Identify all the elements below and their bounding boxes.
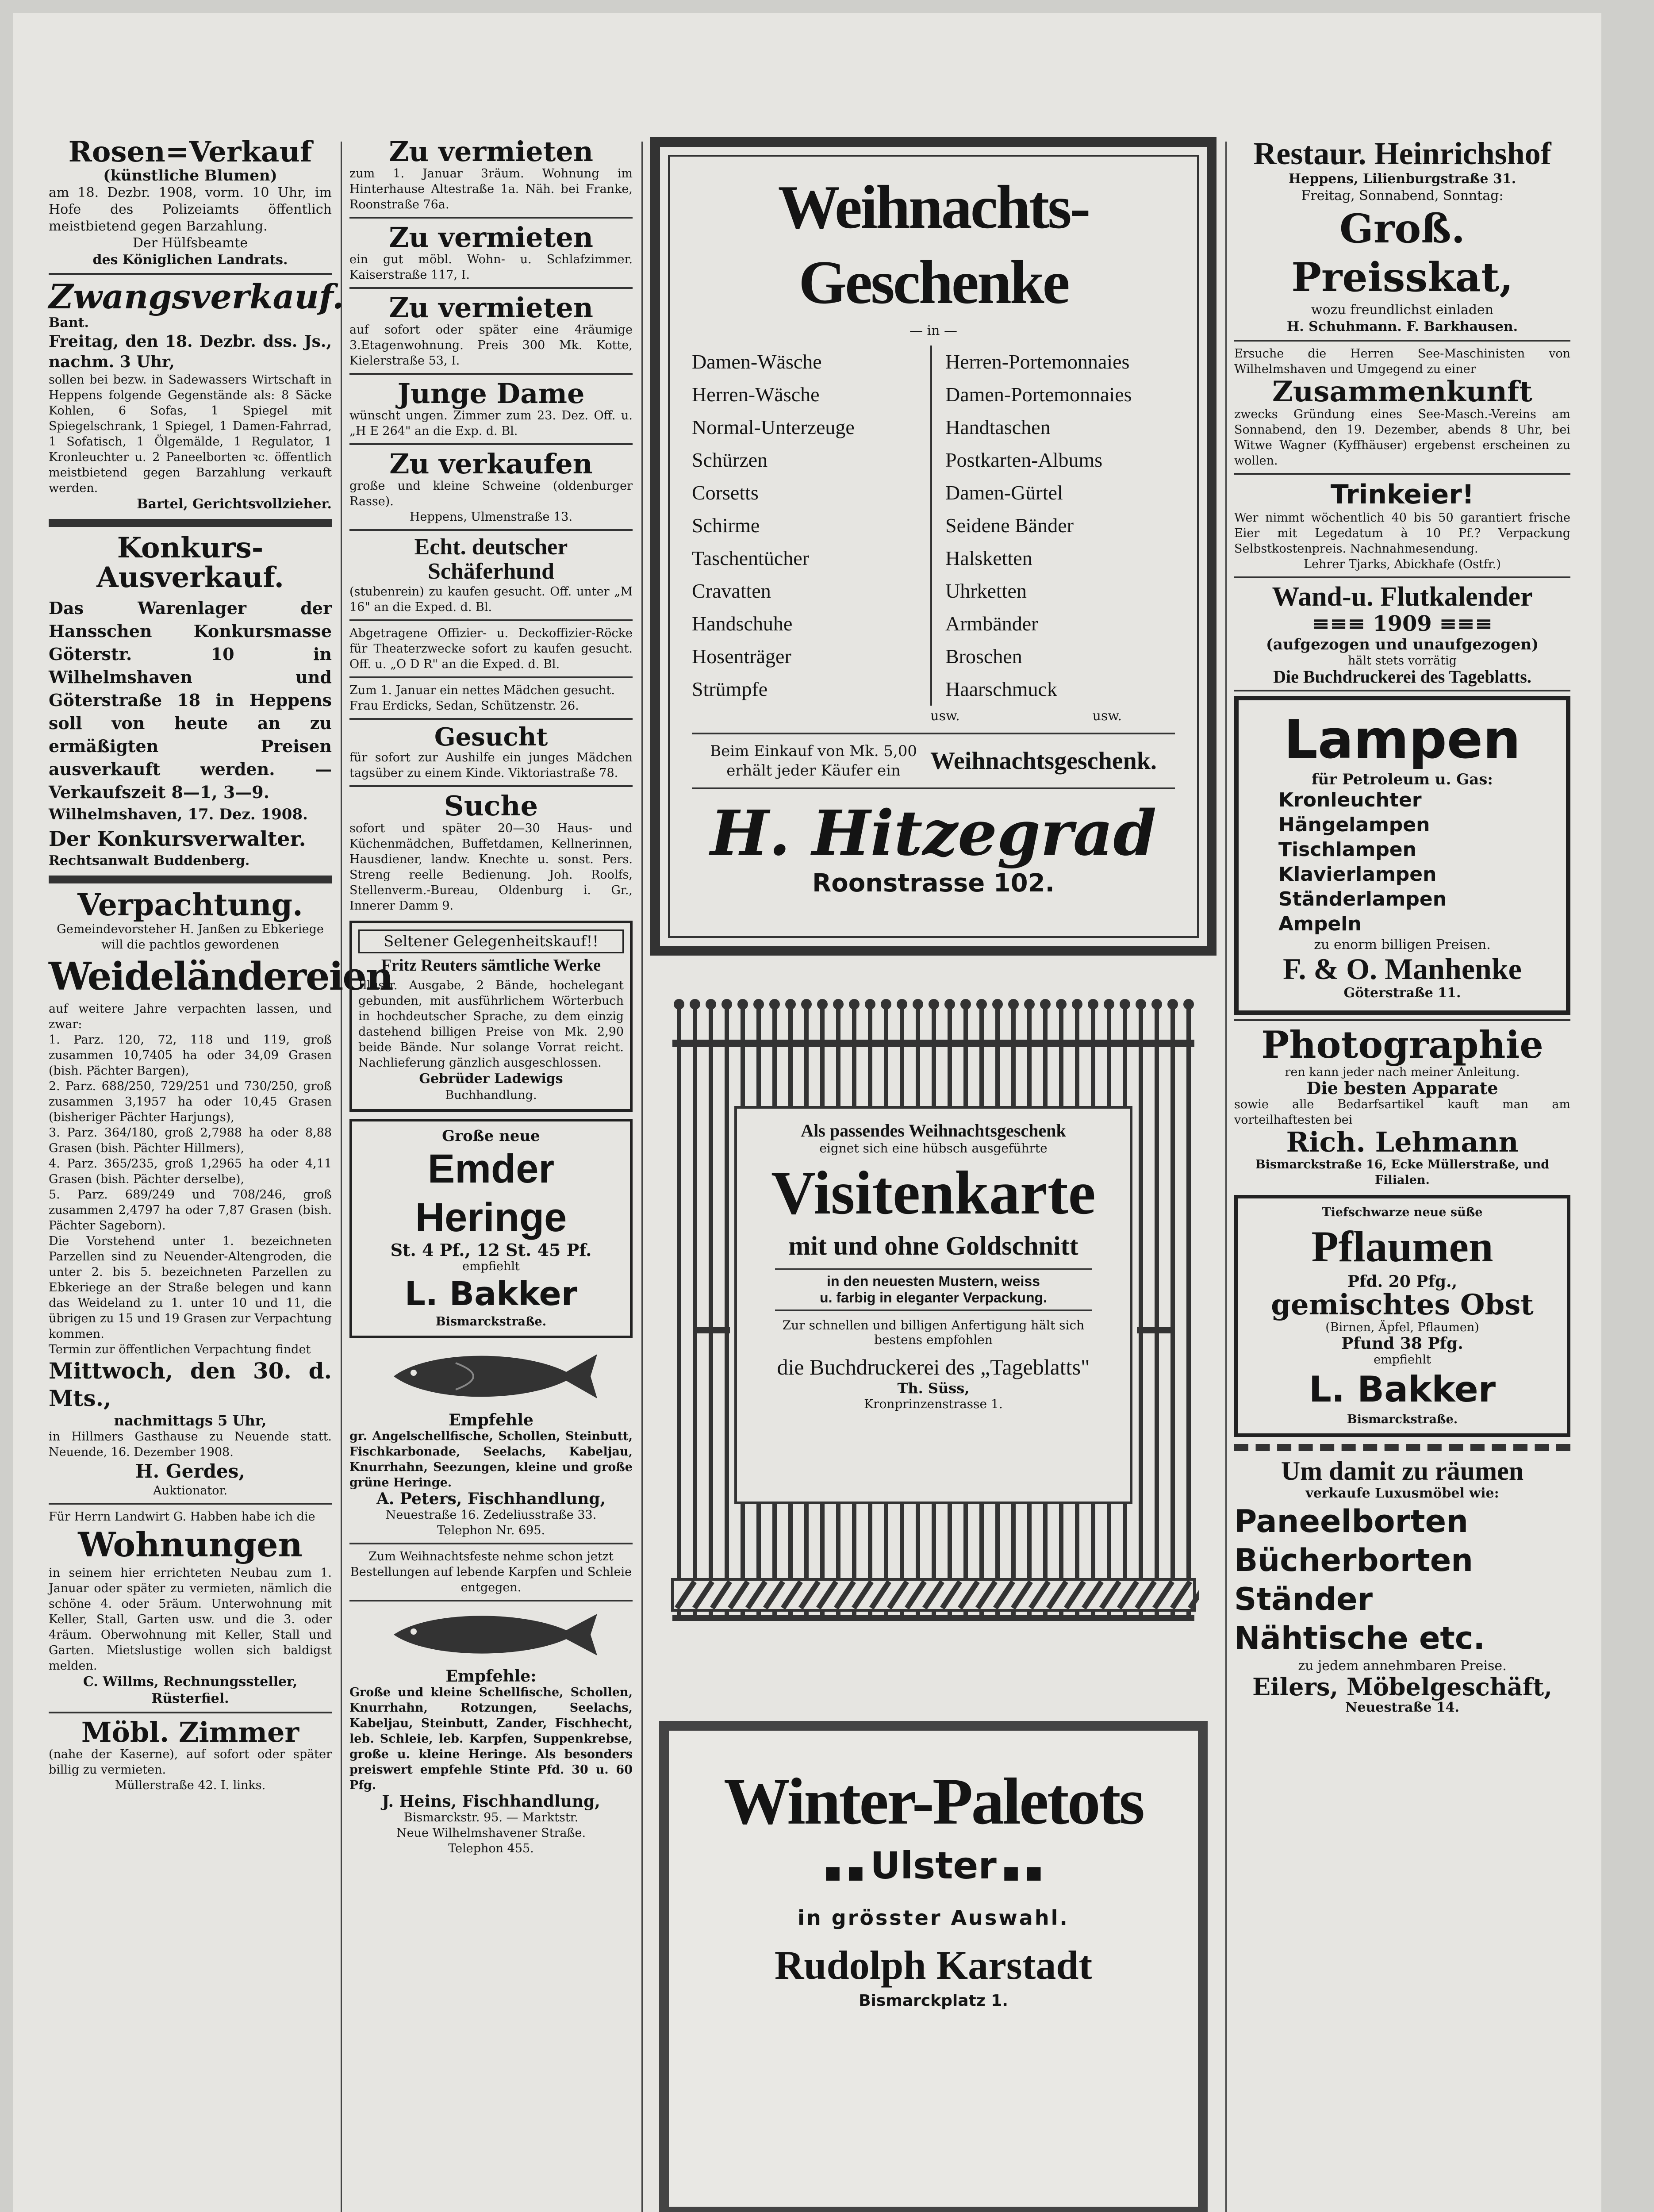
ad-address: Kronprinzenstrasse 1. — [864, 1397, 1003, 1411]
ad-emder-heringe — [349, 1119, 633, 1338]
ad-konkurs — [49, 533, 332, 869]
ad-pre: Ersuche die Herren See-Maschinisten von Wilhelmshaven und Umgegend zu einer — [1234, 346, 1570, 376]
list-item: Kronleuchter — [1278, 788, 1422, 811]
column-rule — [641, 142, 643, 2212]
fish-icon — [376, 1606, 606, 1663]
ad-name: L. Bakker — [404, 1275, 578, 1313]
divider — [1234, 576, 1570, 578]
list-item: Tischlampen — [1278, 838, 1416, 861]
ad-moebl-zimmer — [49, 1718, 332, 1793]
ad-body: wünscht ungen. Zimmer zum 23. Dez. Off. u. „H E 264" an die Exp. d. Bl. — [349, 409, 633, 438]
ad-reuter — [349, 921, 633, 1112]
ad-termin: Termin zur öffentlichen Verpachtung findet — [49, 1342, 311, 1356]
ad-suche — [349, 791, 633, 913]
ad-signature: C. Willms, Rechnungssteller, Rüsterfiel. — [83, 1674, 298, 1706]
ad-firm: H. Hitzegrad — [710, 797, 1157, 870]
ad-address: Göterstraße 11. — [1343, 985, 1461, 1001]
ad-address: Neue Wilhelmshavener Straße. — [396, 1826, 586, 1840]
ad-address: Bismarckstr. 95. — Marktstr. — [403, 1811, 579, 1825]
list-item: Corsetts — [692, 481, 759, 504]
ad-sub: (aufgezogen und unaufgezogen) — [1266, 635, 1539, 653]
ad-line: in den neuesten Mustern, weiss — [827, 1273, 1040, 1289]
ad-body: große und kleine Schweine (oldenburger Rasse). — [349, 479, 633, 509]
ad-firm: Die Buchdruckerei des Tageblatts. — [1273, 666, 1531, 687]
furniture-list — [1234, 1502, 1570, 1658]
divider — [1234, 340, 1570, 342]
ad-for: für Petroleum u. Gas: — [1312, 770, 1493, 788]
item-list-left — [692, 346, 932, 706]
ad-emp: empfiehlt — [462, 1260, 520, 1274]
ad-headline: Groß. Preisskat, — [1291, 205, 1513, 301]
divider — [349, 619, 633, 621]
ad-title: Echt. deutscher Schäferhund — [414, 534, 568, 584]
ad-title: Rosen=Verkauf — [68, 135, 312, 169]
ad-firm: die Buchdruckerei des „Tageblatts" — [777, 1355, 1090, 1379]
divider — [349, 217, 633, 219]
list-item: Strümpfe — [692, 678, 768, 700]
list-item: Ständerlampen — [1278, 887, 1447, 910]
list-item: Damen-Gürtel — [945, 481, 1063, 504]
ad-signature: Buchhandlung. — [445, 1088, 537, 1102]
ad-title: Zu vermieten — [389, 135, 593, 168]
divider — [1234, 1019, 1570, 1021]
ad-price: St. 4 Pf., 12 St. 45 Pf. — [390, 1240, 592, 1260]
ad-xmas: Zum Weihnachtsfeste nehme schon jetzt Bestellungen auf lebende Karpfen und Schleie entgegen. — [350, 1550, 632, 1595]
ad-maedchen — [349, 683, 633, 714]
ad-address: Heppens, Ulmenstraße 13. — [409, 510, 573, 524]
divider — [49, 876, 332, 883]
ad-signature: H. Schuhmann. F. Barkhausen. — [1286, 319, 1518, 334]
ad-winter-paletots — [659, 1721, 1208, 2212]
list-item: Postkarten-Albums — [945, 449, 1103, 471]
ad-body: für sofort zur Aushilfe ein junges Mädchen tagsüber zu einem Kinde. Viktoriastraße 78. — [349, 751, 633, 780]
ad-title: Um damit zu räumen — [1281, 1456, 1524, 1486]
ad-tel: Telephon 455. — [448, 1842, 534, 1856]
ad-body: am 18. Dezbr. 1908, vorm. 10 Uhr, im Hofe des Polizeiamts öffentlich meistbietend gegen Barzahlung. — [49, 185, 332, 234]
list-item: 2. Parz. 688/250, 729/251 und 730/250, groß zusammen 3,1957 ha oder 10,45 Grasen (bisheriger Pächter Harjungs), — [49, 1079, 332, 1124]
divider — [49, 1503, 332, 1505]
list-item: 1. Parz. 120, 72, 118 und 119, groß zusammen 10,7405 ha oder 34,09 Grasen (bish. Pächter Bargen), — [49, 1033, 332, 1078]
ad-title: Wand-u. Flutkalender — [1272, 581, 1533, 612]
ad-name: Eilers, Möbelgeschäft, — [1252, 1672, 1553, 1701]
newspaper-page — [13, 13, 1601, 2212]
ad-body: Wer nimmt wöchentlich 40 bis 50 garantiert frische Eier mit Legedatum à 10 Pf.? Verpackung Selbstkostenpreis. Nachnahmesendung. — [1234, 511, 1570, 556]
ad-emp: empfiehlt — [1374, 1352, 1431, 1367]
list-item: Cravatten — [692, 580, 771, 602]
column-4 — [1234, 137, 1570, 1716]
ad-title: Winter-Paletots — [723, 1765, 1144, 1838]
ad-intro: Für Herrn Landwirt G. Habben habe ich die — [49, 1509, 315, 1524]
ad-address: Roonstrasse 102. — [812, 869, 1055, 898]
list-usw: usw. — [1092, 708, 1122, 724]
divider — [49, 519, 332, 527]
ad-title: Visitenkarte — [771, 1159, 1096, 1227]
ad-title: Trinkeier! — [1330, 479, 1474, 510]
ad-title: Gesucht — [434, 722, 548, 752]
ad-body: Das Warenlager der Hansschen Konkursmasse Göterstr. 10 in Wilhelmshaven und Göterstraße 18 in Heppens soll von heute an zu ermäßigten Preisen ausverkauft werden. — Verkaufszeit 8—1, 3—9. — [49, 598, 332, 803]
ad-signature: Der Konkursverwalter. — [49, 827, 306, 851]
ad-signature: Lehrer Tjarks, Abickhafe (Ostfr.) — [1304, 557, 1501, 571]
ad-zwangsverkauf — [49, 277, 344, 513]
ad-invite: wozu freundlichst einladen — [1311, 302, 1494, 318]
ad-vermieten-3 — [349, 293, 633, 369]
ad-signature: Gebrüder Ladewigs — [419, 1071, 563, 1087]
list-item: Hängelampen — [1278, 813, 1430, 836]
divider — [349, 287, 633, 289]
ad-year: ≡≡≡ 1909 ≡≡≡ — [1312, 611, 1493, 636]
list-usw: usw. — [930, 708, 960, 724]
divider — [349, 1600, 633, 1601]
ad-title: Zu verkaufen — [389, 448, 593, 480]
ad-title: Verpachtung. — [77, 887, 303, 923]
ad-title: Suche — [444, 790, 538, 822]
ad-title: Zusammenkunft — [1272, 375, 1532, 408]
ad-kalender — [1234, 583, 1570, 685]
ad-heins — [349, 1606, 633, 1856]
divider — [49, 1712, 332, 1713]
column-1 — [49, 135, 393, 1793]
ad-weihnachts-geschenke — [650, 137, 1217, 956]
ad-body: Illustr. Ausgabe, 2 Bände, hochelegant gebunden, mit ausführlichem Wörterbuch in hochdeutscher Sprache, zu dem einzig dastehend billigen Preise von Mk. 2,90 beide Bände. Nur solange Vorrat reicht. Nachlieferung gänzlich ausgeschlossen. — [358, 979, 624, 1070]
ad-days: Freitag, Sonnabend, Sonntag: — [1301, 188, 1504, 204]
fish-icon — [376, 1345, 606, 1407]
ad-visitenkarte — [668, 987, 1199, 1672]
list-item: 4. Parz. 365/235, groß 1,2965 ha oder 4,11 Grasen (bish. Pächter derselbe), — [49, 1156, 332, 1186]
ad-price: Pfund 38 Pfg. — [1341, 1334, 1463, 1353]
ad-line: u. farbig in eleganter Verpackung. — [820, 1290, 1047, 1306]
ad-signature: H. Gerdes, — [135, 1460, 245, 1482]
ad-body: (nahe der Kaserne), auf sofort oder später billig zu vermieten. — [49, 1747, 332, 1777]
ad-obst: gemischtes Obst — [1271, 1288, 1534, 1321]
ad-peters — [349, 1345, 633, 1595]
ad-title: Konkurs-Ausverkauf. — [96, 531, 284, 595]
ad-restaurant — [1234, 137, 1570, 335]
column-3 — [650, 137, 1217, 2212]
ad-address: Neuestraße 14. — [1345, 1700, 1459, 1716]
list-item: Armbänder — [945, 612, 1038, 635]
ad-firm: F. & O. Manhenke — [1283, 952, 1522, 986]
ad-offer: erhält jeder Käufer ein — [726, 762, 901, 780]
divider — [1234, 690, 1570, 691]
ad-schaeferhund — [349, 535, 633, 614]
item-lists — [692, 346, 1175, 706]
divider — [349, 529, 633, 531]
ad-time: nachmittags 5 Uhr, — [114, 1412, 267, 1429]
list-item: Paneelborten — [1234, 1503, 1468, 1540]
ad-date: Freitag, den 18. Dezbr. dss. Js., nachm. 3 Uhr, — [49, 332, 332, 371]
ad-sub: (Birnen, Äpfel, Pflaumen) — [1325, 1320, 1479, 1334]
ad-title: Wohnungen — [78, 1525, 303, 1564]
ad-lampen — [1234, 696, 1570, 1015]
ad-address: Bismarckstraße. — [1347, 1412, 1458, 1426]
ad-address: Bismarckstraße 16, Ecke Müllerstraße, und Filialen. — [1255, 1157, 1550, 1187]
ad-hold: hält stets vorrätig — [1348, 653, 1457, 668]
divider — [349, 718, 633, 720]
ad-body: ren kann jeder nach meiner Anleitung. — [1285, 1065, 1520, 1079]
ad-title: Photographie — [1261, 1023, 1543, 1067]
ad-body: in seinem hier errichteten Neubau zum 1. Januar oder später zu vermieten, nämlich die schöne 4. oder 5räum. Unterwohnung mit Keller, Stall, Garten usw. und die 3. oder 4räum. Oberwohnung mit Keller, Stall und Garten. Mietslustige wollen sich baldigst melden. — [49, 1566, 332, 1673]
ad-title: Junge Dame — [397, 377, 585, 410]
ad-title: Weihnachts-Geschenke — [778, 173, 1089, 317]
list-item: Halsketten — [945, 547, 1032, 569]
ad-name: A. Peters, Fischhandlung, — [376, 1490, 606, 1509]
divider — [349, 676, 633, 678]
column-rule — [341, 142, 342, 2212]
ad-owner: Th. Süss, — [897, 1380, 970, 1397]
ad-body: sofort und später 20—30 Haus- und Küchenmädchen, Buffetdamen, Kellnerinnen, Hausdiener, landw. Knechte u. sonst. Pers. Streng reelle Bedienung. Joh. Roolfs, Stellenverm.-Bureau, Oldenburg i. Gr., Innerer Damm 9. — [349, 821, 633, 913]
list-item: Nähtische etc. — [1234, 1620, 1485, 1656]
ad-signature: Rechtsanwalt Buddenberg. — [49, 853, 250, 869]
list-item: Handtaschen — [945, 416, 1051, 438]
ad-title: Pflaumen — [1311, 1221, 1493, 1271]
ad-line: Als passendes Weihnachtsgeschenk — [801, 1121, 1066, 1141]
ad-in: — in — — [910, 323, 957, 338]
ad-vermieten-1 — [349, 137, 633, 212]
ad-emp: Empfehle: — [445, 1667, 537, 1686]
lamp-list — [1247, 788, 1557, 937]
divider — [349, 443, 633, 445]
ad-title: Lampen — [1284, 709, 1521, 771]
ad-rosen-verkauf — [49, 137, 332, 269]
list-item: Seidene Bänder — [945, 514, 1074, 537]
ad-signature: Der Hülfsbeamte — [132, 235, 248, 251]
ad-body: Abgetragene Offizier- u. Deckoffizier-Röcke für Theaterzwecke sofort zu kaufen gesucht. Off. u. „O D R" an die Exped. d. Bl. — [349, 626, 633, 671]
ad-head: Seltener Gelegenheitskauf!! — [358, 929, 624, 953]
list-item: Taschentücher — [692, 547, 809, 569]
ad-emp: Empfehle — [449, 1411, 533, 1430]
list-item: 5. Parz. 689/249 und 708/246, groß zusammen 2,4797 ha oder 7,87 Grasen (bish. Pächter Sageborn). — [49, 1187, 332, 1233]
ad-body: zum 1. Januar 3räum. Wohnung im Hinterhause Altestraße 1a. Näh. bei Franke, Roonstraße 76a. — [349, 167, 633, 212]
ad-wohnungen — [49, 1509, 332, 1707]
list-item: Ständer — [1234, 1581, 1373, 1617]
ad-line: Zur schnellen und billigen Anfertigung hält sich bestens empfohlen — [782, 1318, 1085, 1347]
ad-address: Heppens, Lilienburgstraße 31. — [1288, 171, 1516, 187]
ad-gift: Weihnachtsgeschenk. — [930, 747, 1157, 775]
ad-title: Restaur. Heinrichshof — [1253, 136, 1551, 171]
ad-address: Bismarckstraße. — [435, 1315, 547, 1329]
ad-verpachtung — [49, 887, 393, 1498]
ad-best: Die besten Apparate — [1306, 1078, 1498, 1098]
ad-body: ein gut möbl. Wohn- u. Schlafzimmer. Kaiserstraße 117, I. — [349, 253, 633, 282]
ad-ulster: ■ ■ Ulster ■ ■ — [824, 1844, 1043, 1887]
list-item: Damen-Portemonnaies — [945, 383, 1132, 406]
parcel-list — [49, 1032, 332, 1233]
ad-pre: Tiefschwarze neue süße — [1322, 1205, 1483, 1219]
ad-title: Emder Heringe — [415, 1146, 567, 1240]
ad-note: Die Vorstehend unter 1. bezeichneten Parzellen sind zu Neuender-Altengroden, die unter 2. bis 5. bezeichneten Parzellen zu Ebkeriege an der Straße belegen und kann das Weideland zu 1. unter 10 und 11, die übrigen zu 15 und 19 Grasen zur Verpachtung kommen. — [49, 1234, 332, 1341]
ad-line: eignet sich eine hübsch ausgeführte — [819, 1141, 1048, 1156]
ad-place: Bant. — [49, 315, 89, 330]
list-item: Schürzen — [692, 449, 768, 471]
ad-firm: Rudolph Karstadt — [774, 1943, 1093, 1988]
list-item: Normal-Unterzeuge — [692, 416, 855, 438]
ad-name: L. Bakker — [1309, 1368, 1496, 1410]
ad-body: sowie alle Bedarfsartikel kauft man am vorteilhaftesten bei — [1234, 1098, 1570, 1127]
ad-vermieten-2 — [349, 223, 633, 283]
ad-price: Pfd. 20 Pfg., — [1347, 1272, 1458, 1291]
ad-title: Möbl. Zimmer — [81, 1716, 299, 1748]
ad-body: gr. Angelschellfische, Schollen, Steinbutt, Fischkarbonade, Seelachs, Kabeljau, Knurrhahn, Seezungen, kleine und große grüne Heringe. — [349, 1429, 633, 1490]
ad-address: Neuestraße 16. Zedeliusstraße 33. — [385, 1508, 597, 1522]
divider — [349, 785, 633, 787]
list-item: Herren-Wäsche — [692, 383, 820, 406]
ad-pre: Große neue — [442, 1127, 540, 1145]
ad-body: Zum 1. Januar ein nettes Mädchen gesucht. — [349, 683, 615, 697]
ad-address: Müllerstraße 42. I. links. — [115, 1778, 266, 1792]
list-item: Bücherborten — [1234, 1542, 1474, 1578]
ad-headline: Weideländereien — [49, 954, 393, 999]
divider — [349, 373, 633, 375]
ad-name: Rich. Lehmann — [1286, 1126, 1519, 1159]
ad-name: J. Heins, Fischhandlung, — [382, 1792, 600, 1811]
list-item: Broschen — [945, 645, 1022, 668]
ad-title: Fritz Reuters sämtliche Werke — [381, 956, 601, 975]
ad-raeumen — [1234, 1444, 1570, 1717]
ad-title: Zu vermieten — [389, 292, 593, 324]
ulster-label: Ulster — [870, 1844, 997, 1887]
ad-signature: Bartel, Gerichtsvollzieher. — [137, 496, 332, 512]
list-item: Herren-Portemonnaies — [945, 350, 1130, 373]
list-item: 3. Parz. 364/180, groß 2,7988 ha oder 8,88 Grasen (bish. Pächter Hillmers), — [49, 1125, 332, 1155]
ad-offizier-roecke — [349, 626, 633, 672]
ad-signature: des Königlichen Landrats. — [92, 252, 288, 268]
ad-body: auf sofort oder später eine 4räumige 3.Etagenwohnung. Preis 300 Mk. Kotte, Kielerstraße 53, I. — [349, 323, 633, 368]
ad-gesucht — [349, 724, 633, 781]
list-item: Haarschmuck — [945, 678, 1057, 700]
item-list-right — [932, 346, 1175, 706]
ad-title: Zu vermieten — [389, 221, 593, 254]
list-item: Damen-Wäsche — [692, 350, 822, 373]
ad-when: Mittwoch, den 30. d. Mts., — [49, 1357, 332, 1411]
ad-zu-verkaufen — [349, 449, 633, 525]
column-rule — [1225, 142, 1227, 2212]
ad-subtitle: (künstliche Blumen) — [103, 167, 277, 185]
ad-body: sollen bei bezw. in Sadewassers Wirtschaft in Heppens folgende Gegenstände als: 8 Säcke Kohlen, 6 Sofas, 1 Spiegel mit Spiegelschrank, 1 Spiegel, 1 Damen-Fahrrad, 1 Sofatisch, 1 Ölgemälde, 1 Regulator, 1 Kronleuchter u. 2 Paneelborten ꝛc. öffentlich meistbietend gegen Barzahlung verkauft werden. — [49, 373, 332, 495]
ad-sub: verkaufe Luxusmöbel wie: — [1305, 1485, 1499, 1501]
ad-price: zu enorm billigen Preisen. — [1314, 937, 1491, 952]
ad-body: auf weitere Jahre verpachten lassen, und zwar: — [49, 1002, 332, 1031]
ad-offer: Beim Einkauf von Mk. 5,00 — [710, 742, 917, 760]
ad-address: Bismarckplatz 1. — [859, 1992, 1008, 2010]
ad-body: zwecks Gründung eines See-Masch.-Vereins am Sonnabend, den 19. Dezember, abends 8 Uhr, bei Witwe Wagner (Kyffhäuser) ergebenst erscheinen zu wollen. — [1234, 407, 1570, 468]
ad-line: mit und ohne Goldschnitt — [788, 1231, 1078, 1260]
ad-signature: Auktionator. — [153, 1483, 228, 1498]
ad-intro: Gemeindevorsteher H. Janßen zu Ebkeriege will die pachtlos gewordenen — [57, 922, 324, 952]
ad-price: zu jedem annehmbaren Preise. — [1298, 1658, 1507, 1674]
kalender-year: 1909 — [1373, 611, 1432, 636]
ad-tel: Telephon Nr. 695. — [437, 1524, 545, 1538]
ad-date: Wilhelmshaven, 17. Dez. 1908. — [49, 806, 308, 824]
list-item: Ampeln — [1278, 912, 1362, 935]
list-item: Uhrketten — [945, 580, 1027, 602]
ad-where: in Hillmers Gasthause zu Neuende statt. Neuende, 16. Dezember 1908. — [49, 1429, 332, 1459]
ad-photographie — [1234, 1025, 1570, 1187]
ad-junge-dame — [349, 379, 633, 439]
ad-body: Große und kleine Schellfische, Schollen, Knurrhahn, Rotzungen, Seelachs, Kabeljau, Steinbutt, Zander, Fischhecht, leb. Schleie, leb. Karpfen, Suppenkrebse, große u. kleine Heringe. Als besonders preiswert empfehle Stinte Pfd. 30 u. 60 Pfg. — [349, 1686, 633, 1793]
ad-trinkeier — [1234, 479, 1570, 572]
ad-address: Frau Erdicks, Sedan, Schützenstr. 26. — [349, 699, 579, 713]
column-2 — [349, 137, 633, 1856]
ad-zusammenkunft — [1234, 346, 1570, 469]
list-item: Hosenträger — [692, 645, 791, 668]
list-item: Handschuhe — [692, 612, 793, 635]
ad-body: (stubenrein) zu kaufen gesucht. Off. unter „M 16" an die Exped. d. Bl. — [349, 584, 633, 614]
divider — [49, 273, 332, 275]
divider — [349, 1543, 633, 1544]
ad-title: Zwangsverkauf. — [49, 277, 344, 317]
divider — [1234, 473, 1570, 475]
ad-sub: in grösster Auswahl. — [798, 1906, 1069, 1930]
ad-pflaumen — [1234, 1195, 1570, 1437]
list-item: Schirme — [692, 514, 760, 537]
list-item: Klavierlampen — [1278, 863, 1437, 886]
